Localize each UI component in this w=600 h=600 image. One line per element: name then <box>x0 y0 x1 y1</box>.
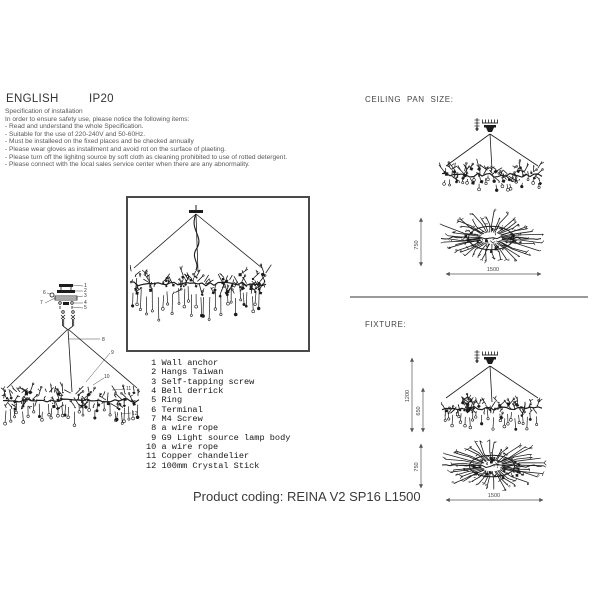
parts-list-item: 6 Terminal <box>151 404 203 415</box>
parts-list-item: 9 G9 Light source lamp body <box>151 432 291 443</box>
parts-list-item: 7 M4 Screw <box>151 414 203 425</box>
spec-item: - Must be installeed on the fixed places and be checked annually <box>5 138 194 146</box>
parts-list <box>146 359 290 471</box>
spec-item: - Please wear gloves as installment and avoid rot on the surface of plaeting. <box>5 145 227 153</box>
dim-fixture-depth: 750 <box>414 462 420 472</box>
dimension-overlay <box>345 90 600 515</box>
spec-item: - Read and understand the whole Specification. <box>5 123 144 131</box>
language-label: ENGLISH <box>6 93 59 105</box>
callout-label: 5 <box>84 305 87 311</box>
chandelier-detail-box <box>126 196 310 352</box>
parts-list-item: 12 100mm Crystal Stick <box>146 460 260 471</box>
parts-list-item: 3 Self-tapping screw <box>151 376 255 387</box>
parts-list-item: 10 a wire rope <box>146 442 219 453</box>
ceiling-pan-size-title: CEILING PAN SIZE: <box>365 95 454 104</box>
spec-item: - Suitable for the use of 220-240V and 50-60Hz. <box>5 130 146 138</box>
callout-label: 4 <box>84 300 87 306</box>
installation-diagram <box>0 282 150 450</box>
callout-label: 1 <box>84 283 87 289</box>
product-coding: Product coding: REINA V2 SP16 L1500 <box>193 489 421 504</box>
fixture-title: FIXTURE: <box>365 320 407 329</box>
dim-fixture-body-height: 650 <box>416 406 422 416</box>
parts-list-item: 1 Wall anchor <box>151 358 219 368</box>
dim-ceiling-width: 1500 <box>486 267 500 273</box>
ip-rating-label: IP20 <box>89 93 114 105</box>
callout-label: 6 <box>43 290 46 296</box>
callout-label: 11 <box>126 386 132 392</box>
spec-block <box>5 108 395 169</box>
parts-list-item: 11 Copper chandelier <box>146 451 250 462</box>
callout-label: 10 <box>104 374 110 380</box>
dim-fixture-overall-height: 1200 <box>405 389 411 403</box>
dimension-lines <box>412 218 543 500</box>
dim-fixture-width: 1500 <box>487 493 501 499</box>
canopy-assembly-drawing <box>50 284 77 329</box>
callout-label: 8 <box>102 337 105 343</box>
parts-list-item: 5 Ring <box>151 395 183 406</box>
parts-list-item: 2 Hangs Taiwan <box>151 367 224 378</box>
parts-list-item: 8 a wire rope <box>151 423 219 434</box>
spec-item: - Please connect with the local sales service center when there are any abnormality. <box>5 161 250 169</box>
parts-list-item: 4 Bell derrick <box>151 386 224 397</box>
callout-label: 2 <box>84 288 87 294</box>
spec-title: Specification of installation <box>5 108 83 115</box>
chandelier-detail-drawing <box>128 198 308 350</box>
callout-label: 12 <box>132 411 138 417</box>
callout-label: 9 <box>111 350 114 356</box>
spec-item: - Please turn off the lighitng source by soft cloth as cleaning prohibited to use of rotted detergent. <box>5 153 288 161</box>
callout-label: 7 <box>40 300 43 306</box>
callout-label: 3 <box>84 293 87 299</box>
dim-ceiling-depth: 750 <box>414 240 420 250</box>
spec-intro: In order to ensure safety use, please notice the following items: <box>5 115 190 123</box>
